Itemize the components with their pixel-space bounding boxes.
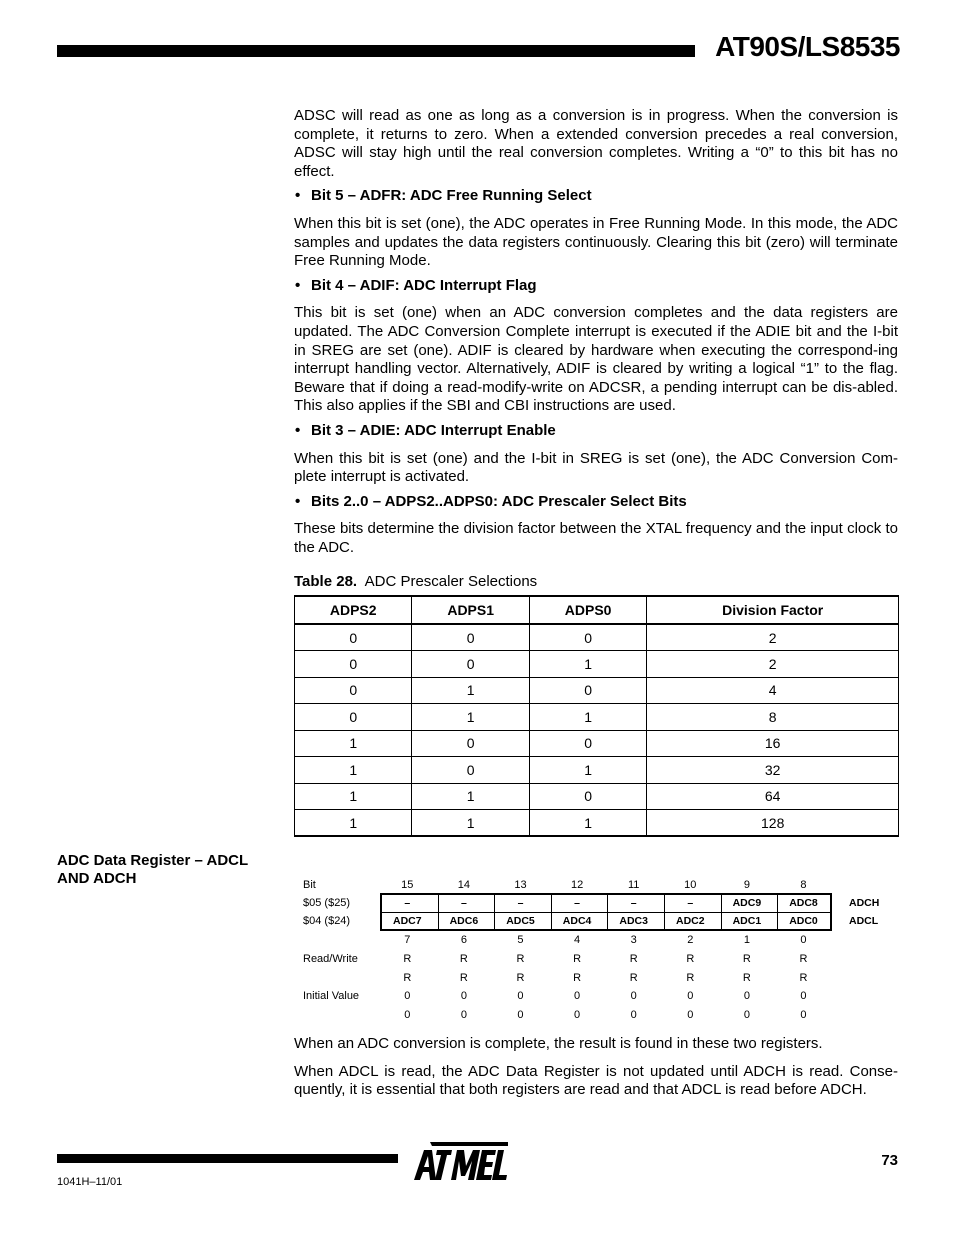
- document-title: AT90S/LS8535: [715, 31, 900, 62]
- table-cell: 1: [529, 651, 646, 678]
- access-cell: R: [742, 972, 751, 984]
- table-cell: 16: [647, 730, 899, 757]
- bullet-dot: •: [295, 276, 301, 294]
- paragraph-adif: This bit is set (one) when an ADC conversion completes and the data registers are updated. The ADC Conversion Complete interrupt is executed if the ADIE bit and the I-bit in SREG are set (one). ADIF is cleared by hardware when executing the correspond-ing interrupt handling vector. Alternatively, ADIF is cleared by writing a logical “1” to the flag. Beware that if doing a read-modify-write on ADCSR, a pending interrupt can be dis-abled. This also applies if the SBI and CBI instructions are used.: [294, 304, 898, 415]
- column-header: ADPS1: [412, 596, 529, 624]
- bit-number: 0: [800, 934, 807, 946]
- table-cell: 1: [412, 810, 529, 837]
- access-cell: R: [629, 972, 638, 984]
- register-heading-line2: AND ADCH: [57, 870, 137, 887]
- register-bit-cell: –: [687, 897, 694, 909]
- table-row: [295, 783, 899, 810]
- bit-number: 14: [457, 879, 471, 891]
- bit-number: 7: [404, 934, 411, 946]
- page-number: 73: [881, 1152, 898, 1169]
- access-cell: R: [686, 972, 695, 984]
- access-cell: R: [573, 972, 582, 984]
- table-cell: 0: [295, 651, 412, 678]
- table-row: [295, 624, 899, 651]
- register-bit-cell: ADC5: [506, 915, 535, 927]
- initial-value-cell: 0: [800, 1009, 807, 1021]
- initial-value-cell: 0: [460, 990, 467, 1002]
- register-bit-cell: ADC1: [732, 915, 762, 927]
- bullet-dot: •: [295, 187, 301, 205]
- bit-number: 9: [743, 879, 750, 891]
- table-row: [295, 730, 899, 757]
- bullet-dot: •: [295, 492, 301, 510]
- table-cell: 1: [529, 810, 646, 837]
- atmel-logo-icon: [410, 1136, 510, 1184]
- main-text: [294, 107, 898, 563]
- table-cell: 0: [295, 704, 412, 731]
- table-cell: 4: [647, 677, 899, 704]
- table-cell: 1: [295, 757, 412, 784]
- table-cell: 1: [412, 704, 529, 731]
- access-cell: R: [573, 953, 582, 965]
- bit-label: Bit: [303, 879, 316, 891]
- bit-number: 12: [570, 879, 584, 891]
- register-bit-cell: –: [630, 897, 637, 909]
- access-cell: R: [516, 953, 525, 965]
- initial-value-cell: 0: [630, 990, 637, 1002]
- table-cell: 1: [295, 730, 412, 757]
- table-cell: 1: [412, 783, 529, 810]
- read-write-label: Read/Write: [303, 953, 358, 965]
- table-cell: 1: [529, 757, 646, 784]
- bullet-heading-adps: [295, 493, 898, 512]
- bit-number: 10: [684, 879, 697, 891]
- table-cell: 128: [647, 810, 899, 837]
- initial-value-cell: 0: [404, 1009, 411, 1021]
- initial-value-cell: 0: [630, 1009, 637, 1021]
- footer-rule: [57, 1154, 398, 1163]
- bullet-heading-adfr: [295, 187, 898, 206]
- access-cell: R: [459, 972, 468, 984]
- register-bit-cell: –: [574, 897, 581, 909]
- table-cell: 0: [412, 757, 529, 784]
- header-rule: [57, 45, 695, 57]
- register-bit-cell: –: [460, 897, 467, 909]
- access-cell: R: [799, 972, 808, 984]
- heading-text: Bit 4 – ADIF: ADC Interrupt Flag: [311, 276, 537, 294]
- register-bit-cell: ADC7: [393, 915, 422, 927]
- table-cell: 2: [647, 651, 899, 678]
- table-caption: [294, 573, 537, 590]
- initial-value-cell: 0: [574, 990, 581, 1002]
- table-cell: 0: [529, 783, 646, 810]
- register-bit-cell: ADC2: [676, 915, 705, 927]
- bit-number: 13: [514, 879, 527, 891]
- paragraph-adfr: When this bit is set (one), the ADC operates in Free Running Mode. In this mode, the ADC samples and updates the data registers continuously. Clearing this bit (zero) will terminate Free Running Mode.: [294, 214, 898, 270]
- table-row: [295, 757, 899, 784]
- table-cell: 1: [529, 704, 646, 731]
- column-header: Division Factor: [647, 596, 899, 624]
- table-cell: 0: [529, 624, 646, 651]
- heading-text: Bit 3 – ADIE: ADC Interrupt Enable: [311, 421, 556, 439]
- bit-number: 2: [687, 934, 694, 946]
- closing-paragraph: When an ADC conversion is complete, the result is found in these two registers.: [294, 1035, 823, 1052]
- bit-number: 4: [574, 934, 581, 946]
- paragraph-adie: When this bit is set (one) and the I-bit in SREG is set (one), the ADC Conversion Com-plete interrupt is activated.: [294, 449, 898, 486]
- table-caption-label: Table 28.: [294, 573, 358, 590]
- table-cell: 64: [647, 783, 899, 810]
- table-cell: 0: [412, 730, 529, 757]
- bullet-dot: •: [295, 421, 301, 439]
- initial-value-cell: 0: [574, 1009, 581, 1021]
- heading-text: Bit 5 – ADFR: ADC Free Running Select: [311, 187, 592, 205]
- register-heading-line1: ADC Data Register – ADCL: [57, 852, 249, 869]
- initial-value-label: Initial Value: [303, 990, 360, 1002]
- bullet-heading-adif: [295, 277, 898, 296]
- access-cell: R: [629, 953, 638, 965]
- access-cell: R: [403, 953, 412, 965]
- initial-value-cell: 0: [517, 990, 524, 1002]
- initial-value-cell: 0: [460, 1009, 467, 1021]
- bullet-heading-adie: [295, 422, 898, 441]
- register-bit-cell: –: [517, 897, 524, 909]
- access-cell: R: [742, 953, 751, 965]
- bit-number: 15: [401, 879, 414, 891]
- table-cell: 2: [647, 624, 899, 651]
- column-header: ADPS0: [529, 596, 646, 624]
- table-cell: 1: [295, 783, 412, 810]
- table-cell: 0: [412, 651, 529, 678]
- access-cell: R: [516, 972, 525, 984]
- adch-address: $05 ($25): [303, 897, 351, 909]
- bit-number: 1: [743, 934, 750, 946]
- table-row: [295, 810, 899, 837]
- heading-text: Bits 2..0 – ADPS2..ADPS0: ADC Prescaler Select Bits: [311, 492, 687, 510]
- table-cell: 0: [529, 730, 646, 757]
- column-header: ADPS2: [295, 596, 412, 624]
- closing-text: [294, 1035, 898, 1109]
- table-row: [295, 704, 899, 731]
- register-bit-cell: ADC9: [732, 897, 762, 909]
- initial-value-cell: 0: [800, 990, 807, 1002]
- adcl-address: $04 ($24): [303, 915, 351, 927]
- adcl-register-name: ADCL: [849, 915, 879, 927]
- closing-paragraph: When ADCL is read, the ADC Data Register is not updated until ADCH is read. Conse-quently, it is essential that both registers are read and that ADCL is read before ADCH.: [294, 1062, 898, 1099]
- register-bit-cell: ADC4: [562, 915, 592, 927]
- paragraph-adps: These bits determine the division factor between the XTAL frequency and the input clock to the ADC.: [294, 520, 898, 556]
- register-bit-cell: ADC6: [449, 915, 479, 927]
- adch-register-name: ADCH: [849, 897, 880, 909]
- bit-number: 11: [627, 879, 640, 891]
- bit-number: 3: [630, 934, 637, 946]
- document-code: 1041H–11/01: [57, 1176, 123, 1188]
- access-cell: R: [799, 953, 808, 965]
- intro-paragraph: ADSC will read as one as long as a conversion is in progress. When the conversion is complete, it returns to zero. When a extended conversion precedes a real conversion, ADSC will stay high until the real conversion completes. Writing a “0” to this bit has no effect.: [294, 107, 898, 180]
- table-caption-text: ADC Prescaler Selections: [364, 573, 538, 590]
- access-cell: R: [459, 953, 468, 965]
- table-header-row: [295, 596, 899, 624]
- initial-value-cell: 0: [687, 990, 694, 1002]
- initial-value-cell: 0: [404, 990, 411, 1002]
- table-cell: 8: [647, 704, 899, 731]
- table-cell: 0: [412, 624, 529, 651]
- table-cell: 32: [647, 757, 899, 784]
- bit-number: 5: [517, 934, 524, 946]
- register-bit-cell: ADC0: [789, 915, 818, 927]
- table-cell: 1: [295, 810, 412, 837]
- table-cell: 1: [412, 677, 529, 704]
- register-bit-cell: ADC3: [619, 915, 648, 927]
- table-cell: 0: [529, 677, 646, 704]
- bit-number: 8: [800, 879, 807, 891]
- access-cell: R: [686, 953, 695, 965]
- access-cell: R: [403, 972, 412, 984]
- initial-value-cell: 0: [743, 1009, 750, 1021]
- table-cell: 0: [295, 624, 412, 651]
- initial-value-cell: 0: [743, 990, 750, 1002]
- initial-value-cell: 0: [517, 1009, 524, 1021]
- table-cell: 0: [295, 677, 412, 704]
- register-bit-cell: –: [404, 897, 411, 909]
- bit-number: 6: [460, 934, 467, 946]
- table-row: [295, 651, 899, 678]
- table-row: [295, 677, 899, 704]
- register-bit-cell: ADC8: [789, 897, 818, 909]
- initial-value-cell: 0: [687, 1009, 694, 1021]
- register-section-heading: [57, 852, 277, 888]
- prescaler-table: [294, 595, 899, 837]
